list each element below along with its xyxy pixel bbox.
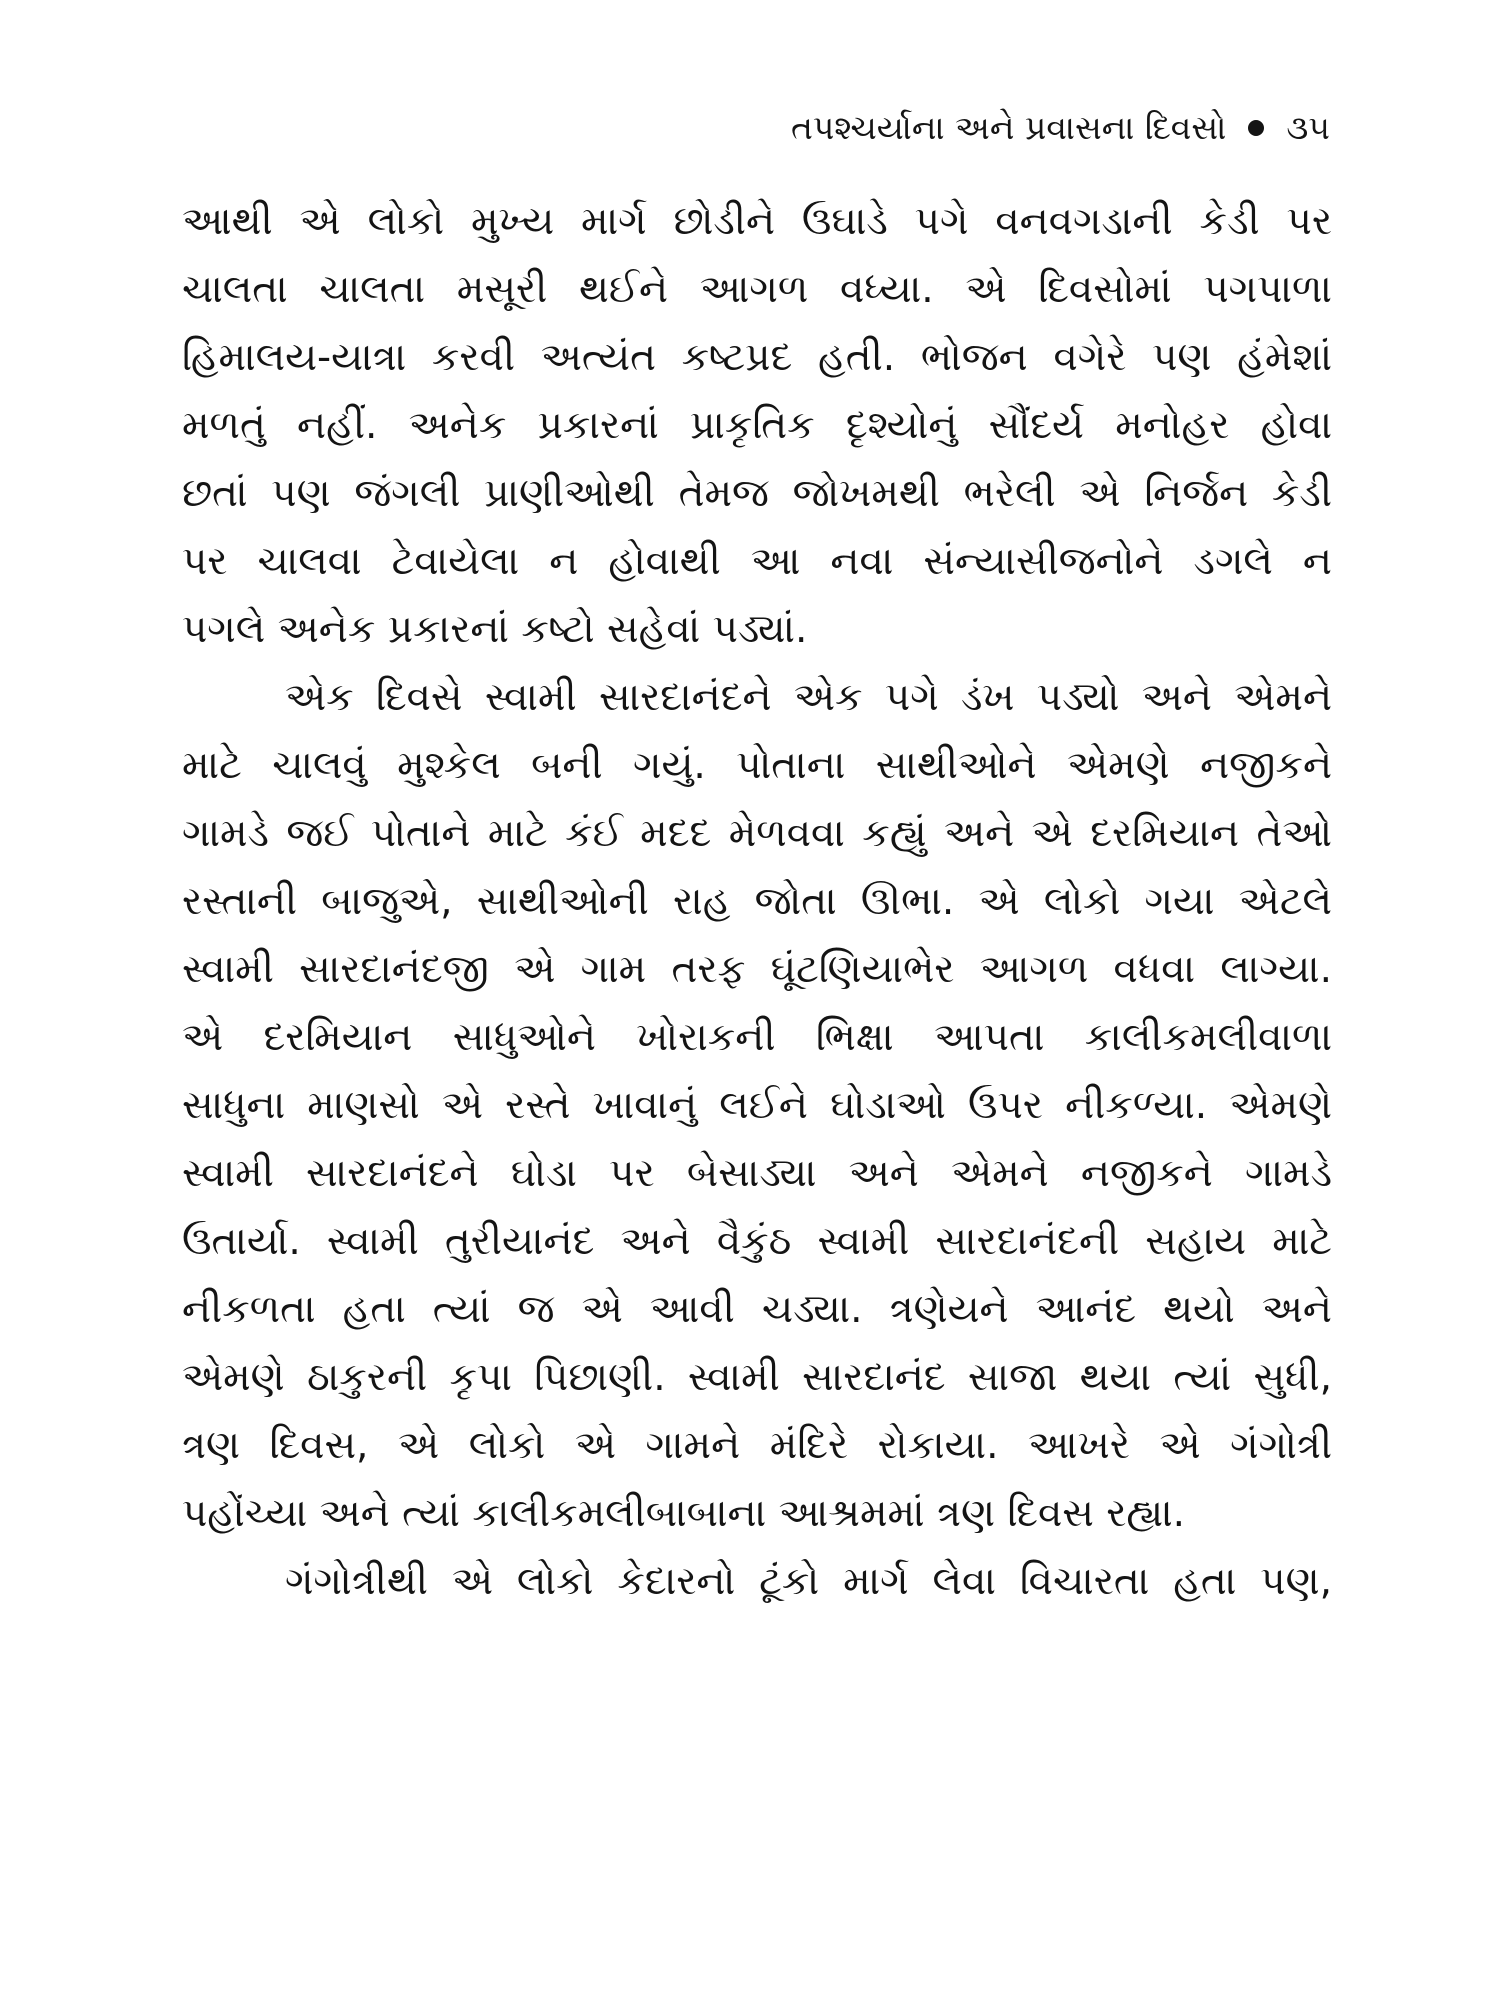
text-line: સાધુના માણસો એ રસ્તે ખાવાનું લઈને ઘોડાઓ ઉપર નીકળ્યા. એમણે xyxy=(182,1083,1332,1128)
body-text xyxy=(182,188,1332,1616)
text-line: નીકળતા હતા ત્યાં જ એ આવી ચડ્યા. ત્રણેયને આનંદ થયો અને xyxy=(182,1287,1332,1332)
text-line: છતાં પણ જંગલી પ્રાણીઓથી તેમજ જોખમથી ભરેલી એ નિર્જન કેડી xyxy=(182,471,1332,516)
paragraph-end-line: પહોંચ્યા અને ત્યાં કાલીકમલીબાબાના આશ્રમમાં ત્રણ દિવસ રહ્યા. xyxy=(182,1491,1186,1536)
text-line: પર ચાલવા ટેવાયેલા ન હોવાથી આ નવા સંન્યાસીજનોને ડગલે ન xyxy=(182,539,1332,584)
text-line: મળતું નહીં. અનેક પ્રકારનાં પ્રાકૃતિક દૃશ્યોનું સૌંદર્ય મનોહર હોવા xyxy=(182,403,1332,448)
text-line: સ્વામી સારદાનંદજી એ ગામ તરફ ઘૂંટણિયાભેર આગળ વધવા લાગ્યા. xyxy=(182,947,1332,992)
text-line: હિમાલય-યાત્રા કરવી અત્યંત કષ્ટપ્રદ હતી. ભોજન વગેરે પણ હંમેશાં xyxy=(182,335,1332,380)
running-header xyxy=(791,108,1330,148)
text-line: ગામડે જઈ પોતાને માટે કંઈ મદદ મેળવવા કહ્યું અને એ દરમિયાન તેઓ xyxy=(182,811,1332,856)
text-line: રસ્તાની બાજુએ, સાથીઓની રાહ જોતા ઊભા. એ લોકો ગયા એટલે xyxy=(182,879,1332,924)
text-line: સ્વામી સારદાનંદને ઘોડા પર બેસાડ્યા અને એમને નજીકને ગામડે xyxy=(182,1151,1332,1196)
running-title: તપશ્ચર્યાના અને પ્રવાસના દિવસો xyxy=(791,108,1227,147)
paragraph-first-line: ગંગોત્રીથી એ લોકો કેદારનો ટૂંકો માર્ગ લેવા વિચારતા હતા પણ, xyxy=(285,1559,1332,1604)
paragraph-end-line: પગલે અનેક પ્રકારનાં કષ્ટો સહેવાં પડ્યાં. xyxy=(182,607,808,652)
page-number: ૩૫ xyxy=(1286,108,1330,147)
text-line: આથી એ લોકો મુખ્ય માર્ગ છોડીને ઉઘાડે પગે વનવગડાની કેડી પર xyxy=(182,199,1332,244)
text-line: માટે ચાલવું મુશ્કેલ બની ગયું. પોતાના સાથીઓને એમણે નજીકને xyxy=(182,743,1332,788)
text-line: ચાલતા ચાલતા મસૂરી થઈને આગળ વધ્યા. એ દિવસોમાં પગપાળા xyxy=(182,267,1332,312)
text-line: એ દરમિયાન સાધુઓને ખોરાકની ભિક્ષા આપતા કાલીકમલીવાળા xyxy=(182,1015,1332,1060)
text-line: ત્રણ દિવસ, એ લોકો એ ગામને મંદિરે રોકાયા. આખરે એ ગંગોત્રી xyxy=(182,1423,1332,1468)
bullet-icon xyxy=(1248,120,1264,136)
text-line: ઉતાર્યા. સ્વામી તુરીયાનંદ અને વૈકુંઠ સ્વામી સારદાનંદની સહાય માટે xyxy=(182,1219,1332,1264)
paragraph-first-line: એક દિવસે સ્વામી સારદાનંદને એક પગે ડંખ પડ્યો અને એમને xyxy=(285,675,1332,720)
text-line: એમણે ઠાકુરની કૃપા પિછાણી. સ્વામી સારદાનંદ સાજા થયા ત્યાં સુધી, xyxy=(182,1355,1332,1400)
